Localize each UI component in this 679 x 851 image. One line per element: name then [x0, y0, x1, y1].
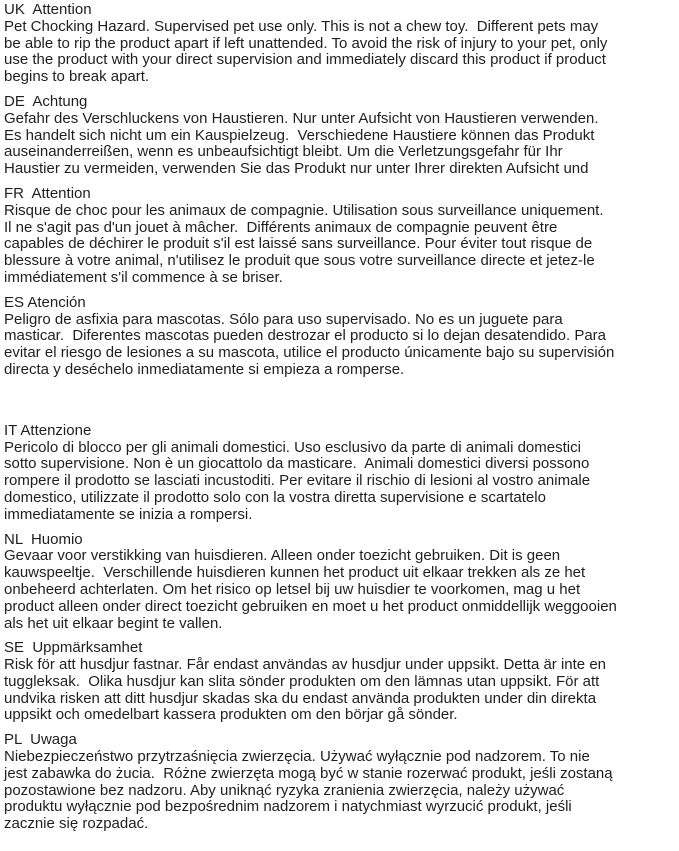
- section-heading-pl: PL Uwaga: [4, 731, 77, 749]
- section-it-body-line: rompere il prodotto se lasciati incustoditi. Per evitare il rischio di lesioni al vostro animale: [4, 472, 591, 490]
- warning-section-it: [4, 423, 679, 524]
- section-nl-body-line: onbeheerd achterlaten. Om het risico op letsel bij uw huisdier te voorkomen, mag u het: [4, 580, 581, 598]
- section-heading-it: IT Attenzione: [4, 421, 92, 439]
- section-de-body-line: Es handelt sich nicht um ein Kauspielzeug. Verschiedene Haustiere können das Produkt: [4, 126, 595, 144]
- section-it-body-line: domestico, utilizzate il prodotto solo con la vostra diretta supervisione e scartatelo: [4, 488, 546, 506]
- section-uk-body-line: use the product with your direct supervision and immediately discard this product if product: [4, 51, 606, 69]
- section-pl-body-line: jest zabawka do żucia. Różne zwierzęta mogą być w stanie rozerwać produkt, jeśli zostaną: [4, 764, 613, 782]
- section-uk-body-line: Pet Chocking Hazard. Supervised pet use only. This is not a chew toy. Different pets may: [4, 17, 599, 35]
- section-se-body-line: tuggleksak. Olika husdjur kan slita sönder produkten om den lämnas utan uppsikt. För att: [4, 672, 600, 690]
- warning-section-pl: [4, 732, 679, 833]
- section-heading-es: ES Atención: [4, 293, 86, 311]
- section-nl-body-line: Gevaar voor verstikking van huisdieren. Alleen onder toezicht gebruiken. Dit is geen: [4, 547, 561, 565]
- section-fr-body-line: immédiatement s'il commence à se briser.: [4, 268, 283, 286]
- section-pl-body-line: zacznie się rozpadać.: [4, 815, 149, 833]
- section-pl-body-line: pozostawione bez nadzoru. Aby uniknąć ryzyka zranienia zwierzęcia, należy używać: [4, 781, 565, 799]
- section-it-body-line: immediatamente se inizia a rompersi.: [4, 505, 253, 523]
- section-heading-fr: FR Attention: [4, 184, 91, 202]
- section-fr-body-line: Risque de choc pour les animaux de compagnie. Utilisation sous surveillance uniquement.: [4, 201, 604, 219]
- section-de-body-line: auseinanderreißen, wenn es unbeaufsichtigt bleibt. Um die Verletzungsgefahr für Ihr: [4, 143, 563, 161]
- section-de-body-line: Gefahr des Verschluckens von Haustieren. Nur unter Aufsicht von Haustieren verwenden.: [4, 109, 599, 127]
- section-heading-nl: NL Huomio: [4, 530, 83, 548]
- section-nl-body-line: als het uit elkaar begint te vallen.: [4, 614, 223, 632]
- section-heading-de: DE Achtung: [4, 92, 88, 110]
- section-de-body-line: Haustier zu vermeiden, verwenden Sie das Produkt nur unter Ihrer direkten Aufsicht und: [4, 160, 589, 178]
- warning-section-de: [4, 94, 679, 178]
- warning-sections-container: [4, 2, 679, 833]
- section-es-body-line: directa y deséchelo inmediatamente si empieza a romperse.: [4, 360, 405, 378]
- section-se-body-line: Risk för att husdjur fastnar. Får endast användas av husdjur under uppsikt. Detta är inte en: [4, 656, 606, 674]
- section-uk-body-line: begins to break apart.: [4, 68, 150, 86]
- section-heading-se: SE Uppmärksamhet: [4, 639, 143, 657]
- section-it-body-line: Pericolo di blocco per gli animali domestici. Uso esclusivo da parte di animali domestici: [4, 438, 581, 456]
- section-nl-body-line: kauwspeeltje. Verschillende huisdieren kunnen het product uit elkaar trekken als ze het: [4, 564, 586, 582]
- section-fr-body-line: capables de déchirer le produit s'il est laissé sans surveillance. Pour éviter tout risque de: [4, 235, 593, 253]
- warning-section-nl: [4, 532, 679, 633]
- section-es-body-line: evitar el riesgo de lesiones a su mascota, utilice el producto únicamente bajo su supervisión: [4, 344, 615, 362]
- section-pl-body-line: produktu wyłącznie pod bezpośrednim nadzorem i natychmiast wyrzucić produkt, jeśli: [4, 798, 572, 816]
- section-se-body-line: uppsikt och omedelbart kassera produkten om den börjar gå sönder.: [4, 706, 458, 724]
- warning-section-fr: [4, 186, 679, 287]
- section-fr-body-line: Il ne s'agit pas d'un jouet à mâcher. Différents animaux de compagnie peuvent être: [4, 218, 558, 236]
- warning-section-uk: [4, 2, 679, 86]
- section-heading-uk: UK Attention: [4, 1, 92, 18]
- section-pl-body-line: Niebezpieczeństwo przytrzaśnięcia zwierzęcia. Używać wyłącznie pod nadzorem. To nie: [4, 748, 590, 766]
- warning-section-se: [4, 640, 679, 724]
- section-es-body-line: Peligro de asfixia para mascotas. Sólo para uso supervisado. No es un juguete para: [4, 310, 563, 328]
- section-it-body-line: sotto supervisione. Non è un giocattolo da masticare. Animali domestici diversi possono: [4, 455, 590, 473]
- section-uk-body-line: be able to rip the product apart if left unattended. To avoid the risk of injury to your pet, only: [4, 34, 608, 52]
- section-nl-body-line: product alleen onder direct toezicht gebruiken en moet u het product onmiddellijk weggooien: [4, 597, 617, 615]
- warning-section-es: [4, 295, 679, 379]
- section-fr-body-line: blessure à votre animal, n'utilisez le produit que sous votre surveillance directe et jetez-le: [4, 252, 595, 270]
- section-es-body-line: masticar. Diferentes mascotas pueden destrozar el producto si lo dejan desatendido. Para: [4, 327, 607, 345]
- section-se-body-line: undvika risken att ditt husdjur skadas ska du endast använda produkten under din direkta: [4, 689, 597, 707]
